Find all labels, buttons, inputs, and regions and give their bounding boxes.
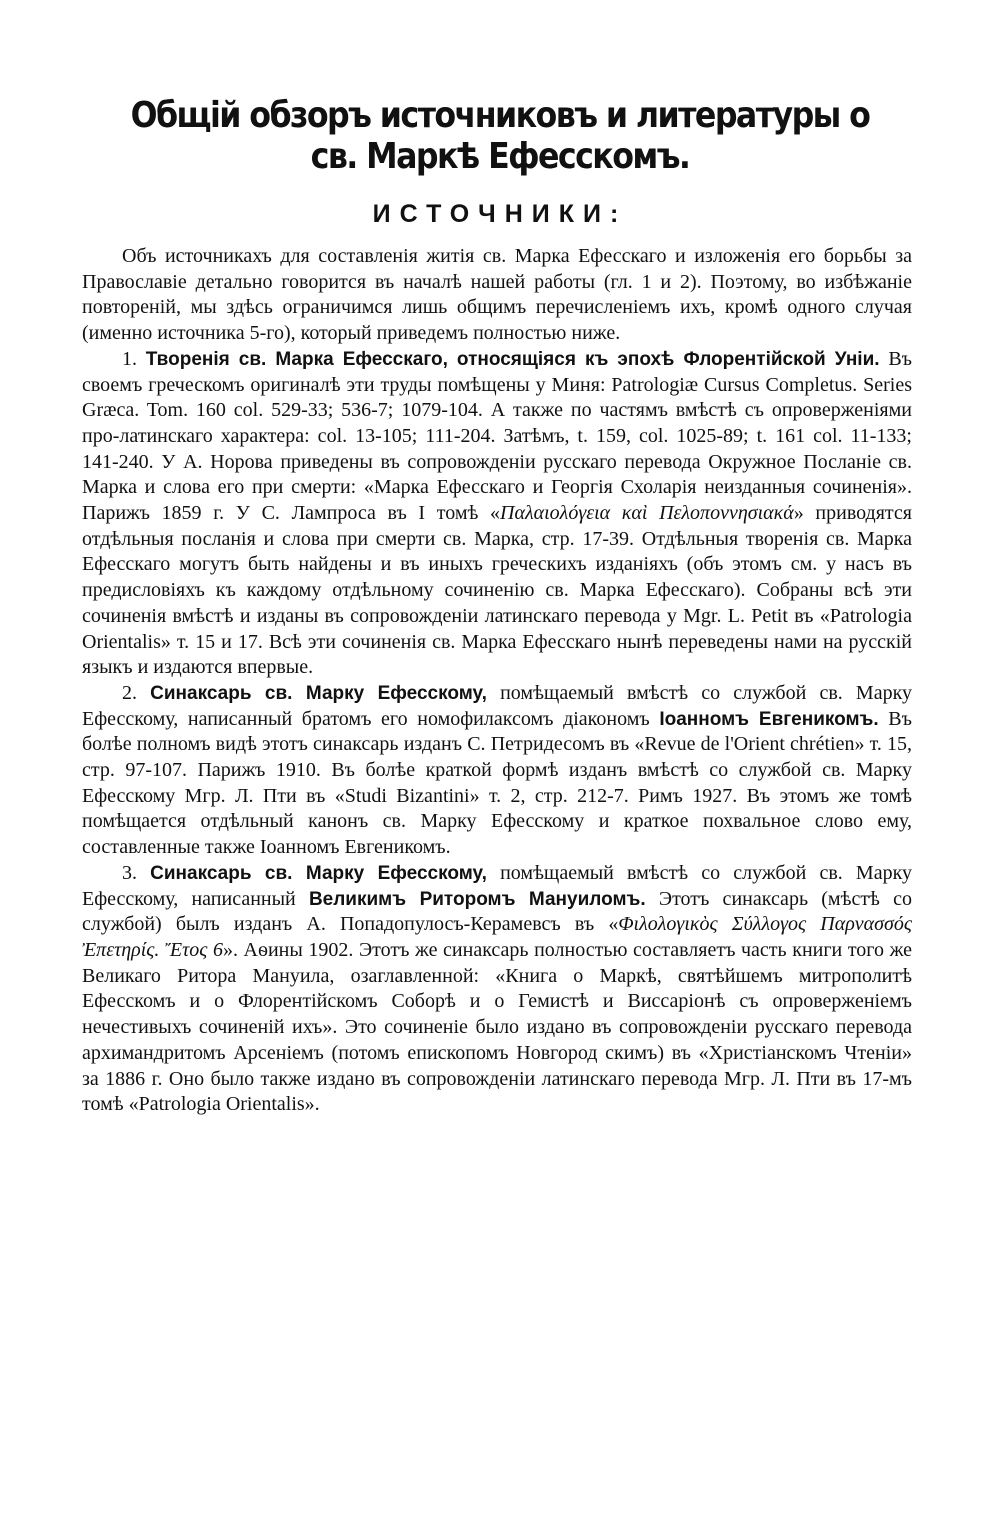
item-text: Въ болѣе полномъ видѣ этотъ синаксарь изданъ С. Петридесомъ въ «Revue de l'Orient chrétien» т. 15, стр. 97-107. Парижъ 1910. Въ болѣе краткой формѣ изданъ вмѣстѣ со службой св. Марку Ефесскому Мгр. Л. Пти въ «Studi Bizantini» т. 2, стр. 212-7. Римъ 1927. Въ этомъ же томѣ помѣщается отдѣльный канонъ св. Марку Ефесскому и краткое похвальное слово ему, составленные также Іоанномъ Евгеникомъ. <box>82 707 912 859</box>
item-text: » приводятся отдѣльныя посланія и слова при смерти св. Марка, стр. 17-39. Отдѣльныя творенія св. Марка Ефесскаго могутъ быть найдены и въ иныхъ греческихъ изданіяхъ (объ этомъ см. у насъ въ предисловіяхъ къ каждому отдѣльному сочиненію св. Марка Ефесскаго). Собраны всѣ эти сочиненія вмѣстѣ и изданы въ сопровожденіи латинскаго перевода у Mgr. L. Petit въ «Patrologia Orientalis» т. 15 и 17. Всѣ эти сочиненія св. Марка Ефесскаго нынѣ переведены нами на русскій языкъ и издаются впервые. <box>82 502 912 679</box>
source-item-2 <box>82 681 912 861</box>
source-item-3 <box>82 861 912 1118</box>
author-name: Великимъ Риторомъ Мануиломъ. <box>308 888 646 910</box>
intro-paragraph: Объ источникахъ для составленія житія св. Марка Ефесскаго и изложенія его борьбы за Православіе детально говорится въ началѣ нашей работы (гл. 1 и 2). Поэтому, во избѣжаніе повтореній, мы здѣсь ограничимся лишь общимъ перечисленіемъ ихъ, кромѣ одного случая (именно источника 5-го), который приведемъ полностью ниже. <box>82 245 912 345</box>
item-text: ». Аѳины 1902. Этотъ же синаксарь полностью составляетъ часть книги того же Великаго Ритора Мануила, озаглавленной: «Книга о Маркѣ, святѣйшемъ митрополитѣ Ефесскомъ и о Флорентійскомъ Соборѣ и о Гемистѣ и Виссаріонѣ съ опроверженіемъ нечестивыхъ сочиненій ихъ». Это сочиненіе было издано въ сопровожденіи русскаго перевода архимандритомъ Арсеніемъ (потомъ епископомъ Новгород скимъ) въ «Христіанскомъ Чтеніи» за 1886 г. Оно было также издано въ сопровожденіи латинскаго перевода Мгр. Л. Пти въ 17-мъ томѣ «Patrologia Orientalis». <box>82 938 913 1116</box>
body-text <box>82 244 912 1118</box>
source-item-1 <box>82 347 912 681</box>
greek-title: Παλαιολόγεια καὶ Πελοποννησιακά <box>500 502 794 525</box>
item-text: помѣщаемый вмѣстѣ со службой св. Марку Ефесскому, написанный братомъ его номофилаксомъ діакономъ <box>82 681 913 730</box>
greek-title: Φιλολογικὸς Σύλλογος Παρνασσός Ἐπετηρίς. Ἔτος 6 <box>82 913 913 961</box>
item-text: Этотъ синаксарь (мѣстѣ со службой) былъ изданъ А. Попадопулосъ-Керамевсъ въ « <box>82 887 912 936</box>
item-number: 3. <box>122 861 137 884</box>
item-lead: Синаксарь св. Марку Ефесскому, <box>150 682 487 704</box>
section-heading: ИСТОЧНИКИ: <box>372 200 628 228</box>
item-number: 1. <box>122 347 137 370</box>
item-text: помѣщаемый вмѣстѣ со службой св. Марку Ефесскому, написанный <box>82 861 913 910</box>
item-text: Въ своемъ греческомъ оригиналѣ эти труды помѣщены у Миня: Patrologiæ Cursus Completus. Series Græca. Tom. 160 col. 529-33; 536-7; 1079-104. А также по частямъ вмѣстѣ съ опроверженіями про-латинскаго характера: col. 13-105; 111-204. Затѣмъ, t. 159, col. 1025-89; t. 161 col. 11-133; 141-240. У А. Норова приведены въ сопровожденіи русскаго перевода Окружное Посланіе св. Марка и слова его при смерти: «Марка Ефесскаго и Георгія Схоларія неизданныя сочиненія». Парижъ 1859 г. У С. Лампроса въ I томѣ « <box>82 347 913 525</box>
author-name: Іоанномъ Евгеникомъ. <box>659 708 879 730</box>
item-lead: Творенія св. Марка Ефесскаго, относящіяся къ эпохѣ Флорентійской Уніи. <box>145 348 880 370</box>
page-title: Общій обзоръ источниковъ и литературы о св. Маркѣ Ефесскомъ. <box>130 95 870 177</box>
item-lead: Синаксарь св. Марку Ефесскому, <box>150 862 487 884</box>
item-number: 2. <box>122 681 137 704</box>
